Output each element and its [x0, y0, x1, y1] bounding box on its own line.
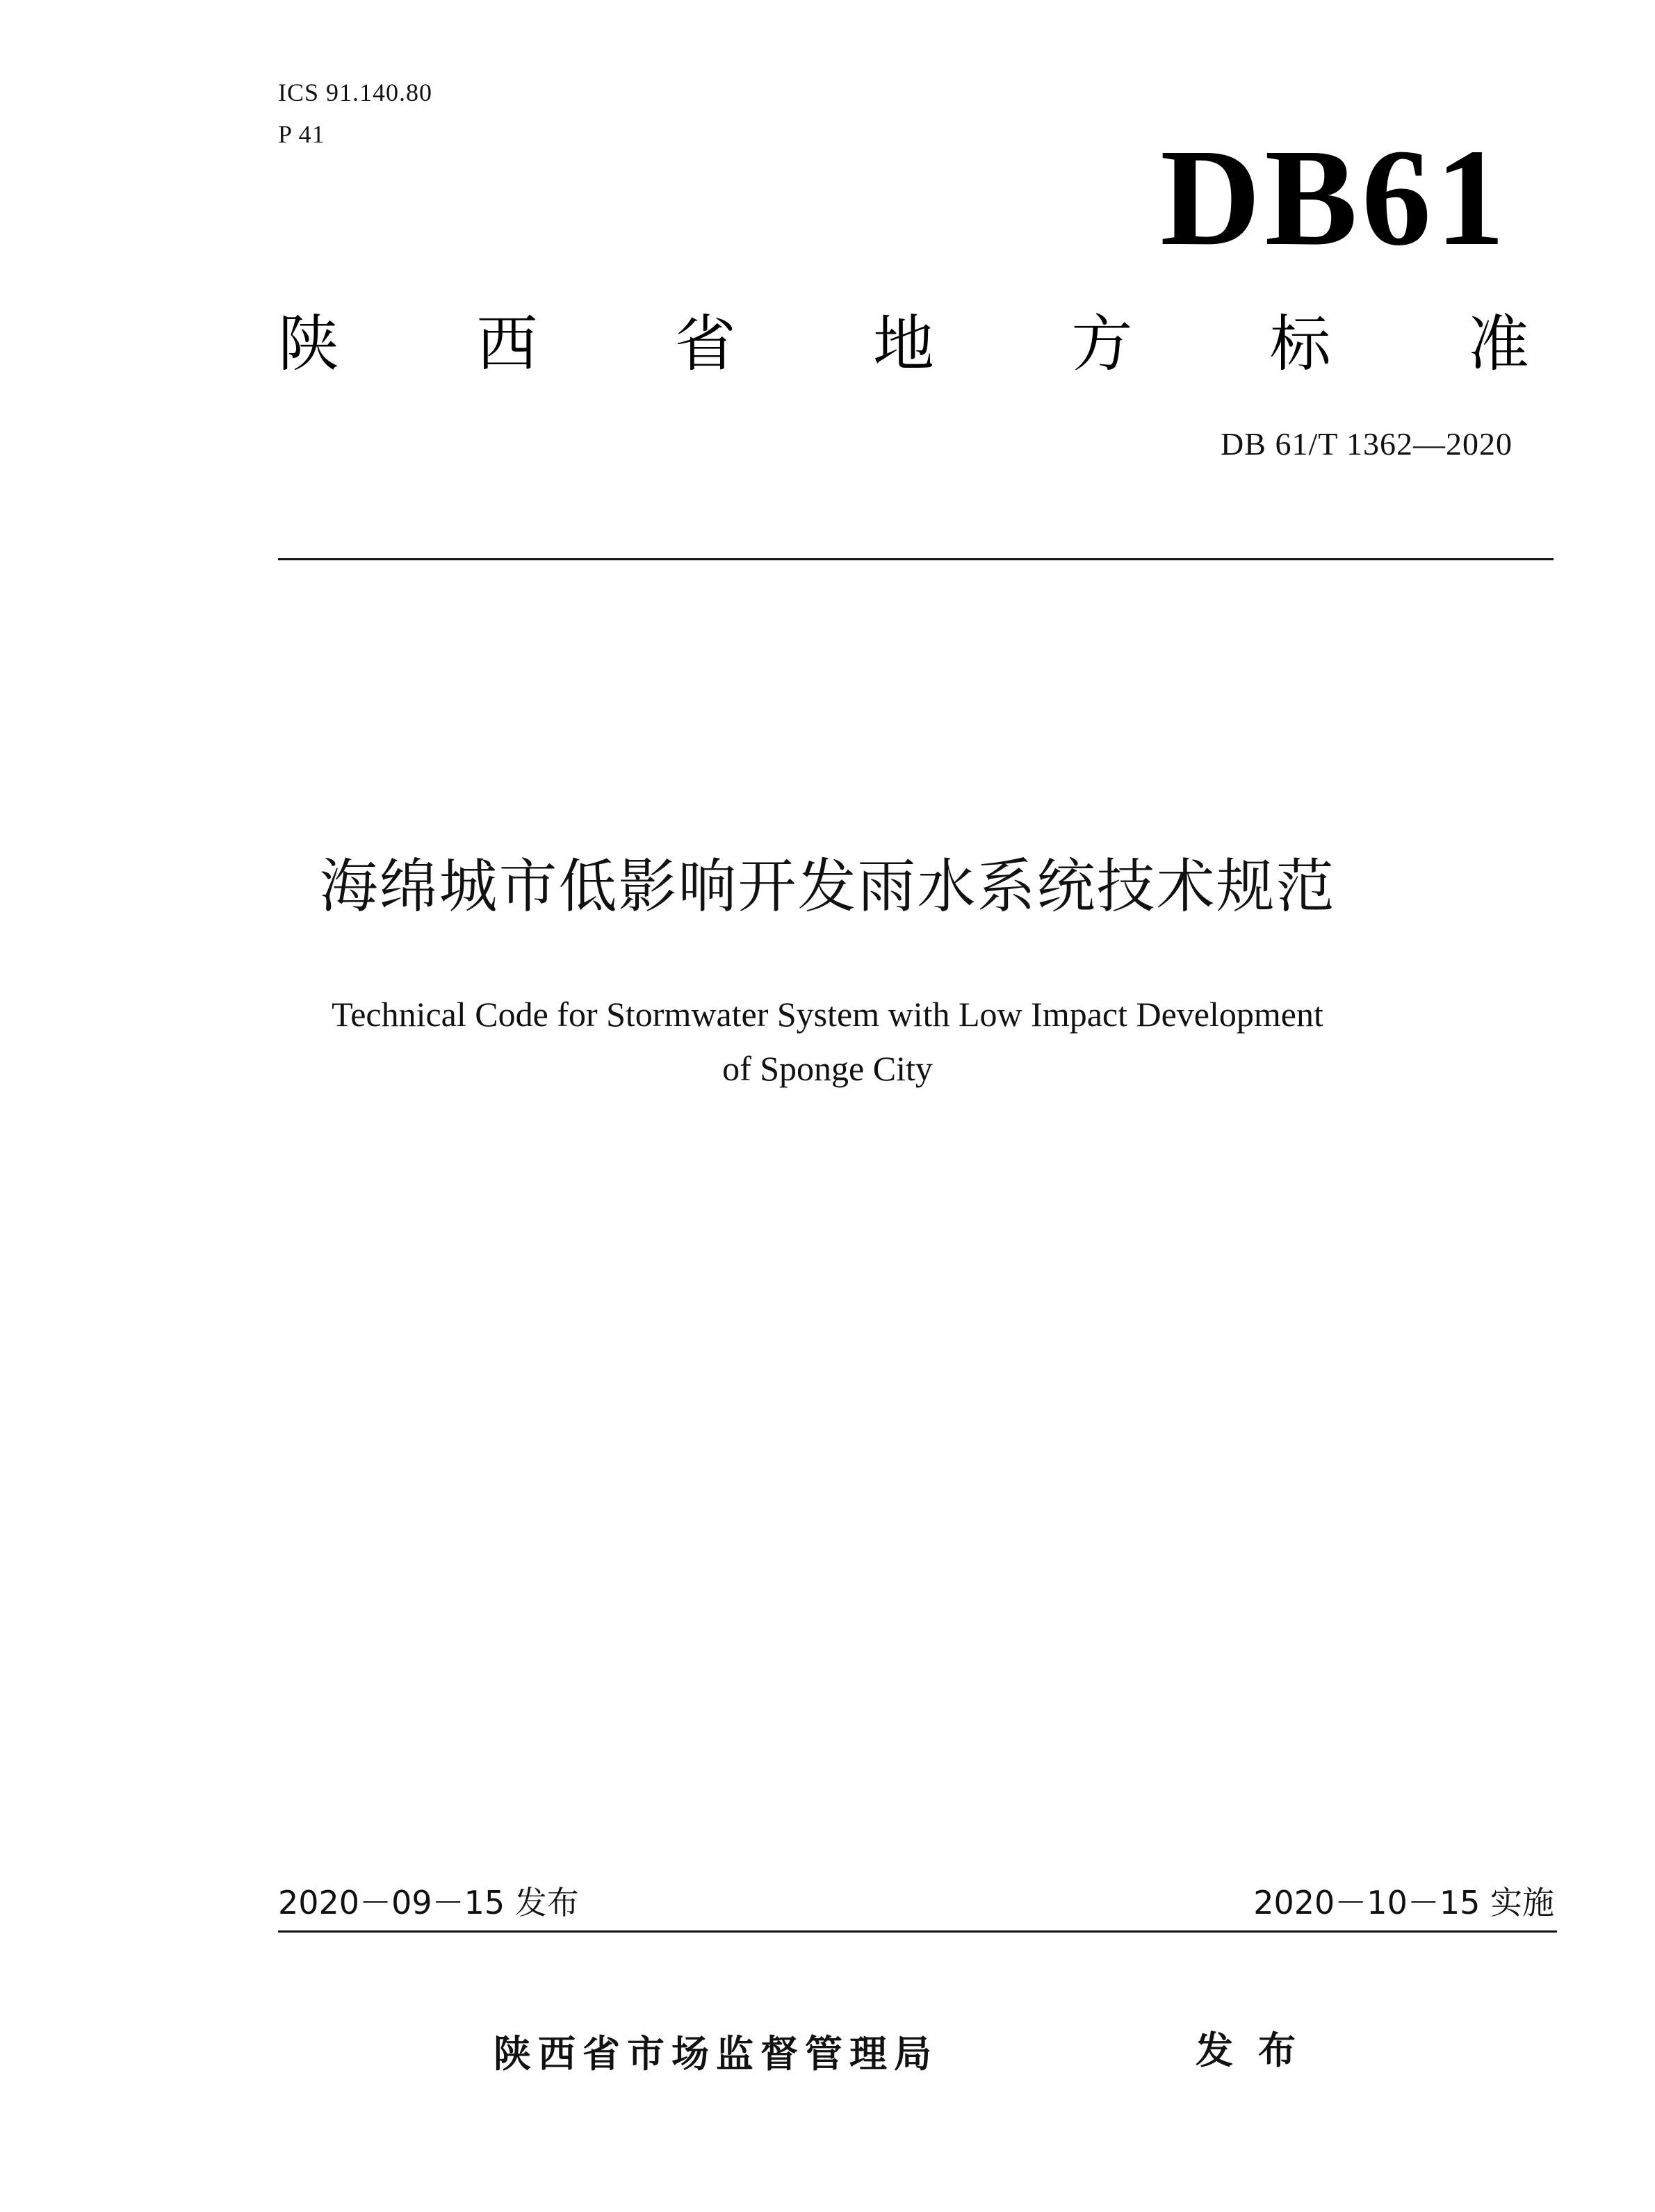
standard-type-char: 省 — [674, 308, 736, 380]
title-english-line-2: of Sponge City — [722, 1049, 933, 1088]
standard-type-heading — [278, 306, 1529, 382]
standard-type-char: 西 — [476, 308, 538, 380]
standard-type-char: 地 — [872, 308, 934, 380]
header-divider — [278, 558, 1554, 560]
issuing-authority: 陕西省市场监督管理局 — [494, 2032, 938, 2076]
standard-type-char: 陕 — [278, 308, 340, 380]
implementation-date: 2020－10－15 实施 — [1253, 1884, 1554, 1921]
standard-type-char: 方 — [1071, 308, 1133, 380]
ics-code: ICS 91.140.80 — [278, 79, 433, 106]
standard-code-mark: DB61 — [1160, 121, 1509, 275]
footer-divider — [278, 1930, 1557, 1933]
standard-number: DB 61/T 1362—2020 — [1221, 426, 1513, 462]
issuing-action: 发布 — [1196, 2028, 1321, 2072]
ccs-code: P 41 — [278, 120, 325, 148]
document-title-english — [0, 987, 1655, 1096]
standard-type-char: 标 — [1269, 308, 1331, 380]
issue-date: 2020－09－15 发布 — [278, 1884, 579, 1921]
document-title-chinese: 海绵城市低影响开发雨水系统技术规范 — [319, 852, 1336, 920]
title-english-line-1: Technical Code for Stormwater System with Low Impact Development — [332, 995, 1323, 1034]
standard-type-char: 准 — [1467, 308, 1529, 380]
